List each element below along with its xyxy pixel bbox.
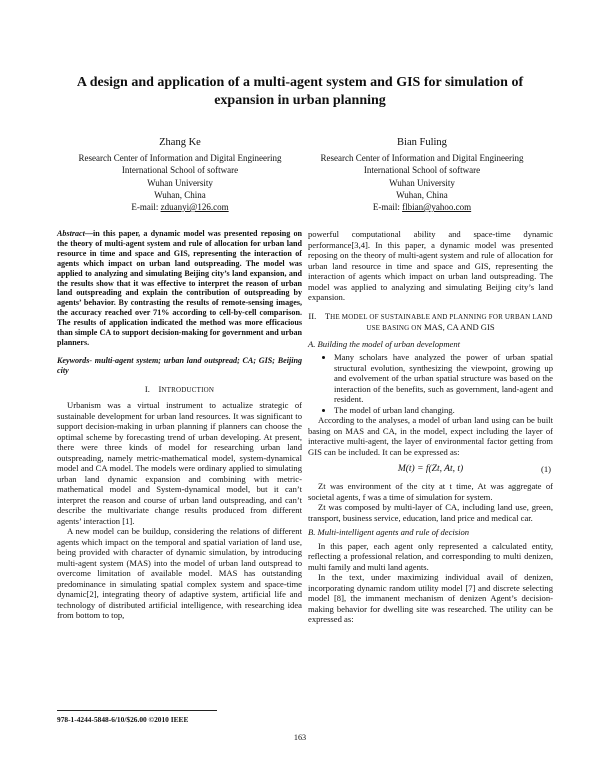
author-email[interactable]: zduanyi@126.com [160, 202, 229, 213]
author-block-2 [287, 137, 557, 213]
paragraph: Urbanism was a virtual instrument to actualize strategic of sustainable development for urban land resources. It was significant to support decision-making in urban planning if planners can choose the optimal scheme by forecasting trend of urban developing. At present, there were three kinds of model for researching urban land outspreading, namely metric-mathematical model, system-dynamical model and CA model. The models were ordinary applied to simulating urban land dynamic expansion and combining with metric-mathematical model and System-dynamical model, but it can’t interpret the reason and course of urban land outspreading, and can’t describe the multivariate change results produced from different agents’ interaction [1]. [57, 400, 302, 526]
paragraph: According to the analyses, a model of urban land using can be built basing on MAS and CA, in the model, expect including the layer of interactive multi-agent, the layer of environmental factor getting from GIS can be included. It can be expressed as: [308, 415, 553, 457]
author-affiliation: Wuhan, China [396, 189, 448, 200]
paragraph: powerful computational ability and space-time dynamic performance[3,4]. In this paper, a dynamic model was presented reposing on the theory of multi-agent system and rule of allocation for urban land resource in time and space and GIS, representing the interaction of agents which impact on urban land outspreading. The model was applied to analyzing and simulating Beijing city’s land expansion. [308, 229, 553, 302]
author-name: Bian Fuling [397, 137, 447, 148]
author-affiliation: Wuhan, China [154, 189, 206, 200]
keywords: Keywords- multi-agent system; urban land outspread; CA; GIS; Beijing city [57, 355, 302, 375]
paragraph: Zt was composed by multi-layer of CA, including land use, green, transport, business service, education, land price and medical car. [308, 502, 553, 523]
equation-1 [308, 460, 553, 478]
right-column [308, 229, 553, 625]
author-affiliation: Wuhan University [147, 177, 213, 188]
author-affiliation: International School of software [363, 165, 481, 176]
bullet-list [308, 352, 553, 415]
paragraph: Zt was environment of the city at t time, At was aggregate of societal agents, f was a time of simulation for system. [308, 481, 553, 502]
author-email[interactable]: flbian@yahoo.com [402, 202, 472, 213]
subsection-heading-a: A. Building the model of urban development [308, 338, 461, 349]
paragraph: A new model can be buildup, considering the relations of different agents which impact on the temporal and spatial variation of land use, being provided with character of dynamic simulation, by introducing multi-agent system (MAS) into the model of urban land outspread to overcome limitation of available model. MAS has outstanding predominance in simulating spatial complex system and space-time dynamic[2], integrating theory of adaptive system, artificial life and technology of distributed artificial intelligence, with researching idea from bottom to top, [57, 526, 302, 621]
paragraph: In this paper, each agent only represented a calculated entity, reflecting a professional relation, and corresponding to multi denizen, multi family and multi land agents. [308, 540, 553, 572]
copyright-footnote: 978-1-4244-5848-6/10/$26.00 ©2010 IEEE [57, 710, 217, 724]
left-column [57, 229, 302, 621]
abstract-label: Abstract— [57, 229, 93, 238]
author-affiliation: Wuhan University [389, 177, 455, 188]
subsection-heading-b: B. Multi-intelligent agents and rule of decision [308, 527, 470, 537]
author-block-1 [45, 137, 315, 213]
equation-number: (1) [540, 464, 551, 474]
section-heading-model: II. THE MODEL OF SUSTAINABLE AND PLANNING FOR URBAN LAND USE BASING ON MAS, CA AND GIS [308, 310, 553, 332]
author-affiliation: Research Center of Information and Digital Engineering [78, 153, 282, 164]
equation-expression: M(t) = f(Zt, At, t) [397, 464, 464, 474]
section-heading-introduction: I. INTRODUCTION [144, 383, 215, 394]
paper-title: A design and application of a multi-agent system and GIS for simulation of expansion in urban planning [76, 75, 524, 108]
author-affiliation: Research Center of Information and Digital Engineering [320, 153, 524, 164]
page-number: 163 [293, 733, 307, 742]
abstract [57, 229, 302, 348]
list-item: • The model of urban land changing. [334, 405, 553, 416]
list-item: • Many scholars have analyzed the power of urban spatial structural evolution, synthesizing the viewpoint, growing up and evolvement of the urban spatial structure was based on the interaction of the benefits, such as government, land-agent and resident. [334, 352, 553, 405]
paragraph: In the text, under maximizing individual avail of denizen, incorporating dynamic random utility model [7] and discrete selecting model [8], the immanent mechanism of denizen Agent’s decision-making behavior for dwelling site was researched. The utility can be expressed as: [308, 572, 553, 624]
author-email-line: E-mail: flbian@yahoo.com [372, 202, 472, 213]
author-affiliation: International School of software [121, 165, 239, 176]
author-email-line: E-mail: zduanyi@126.com [131, 202, 229, 213]
author-name: Zhang Ke [159, 137, 201, 148]
abstract-text: in this paper, a dynamic model was presented reposing on the theory of multi-agent system and rule of allocation for urban land resource in time and space and GIS, representing the interaction of agents which impact on urban land outspreading. The model was applied to analyzing and simulating Beijing city’s land expansion, and the results show that it was effective to interpret the reason of urban land outspreading and explain the contribution of outspreading by agents’ behavior. By contrasting the results of remote-sensing images, the accuracy reached over 71% according to cell-by-cell comparison. The results of application indicated the method was more efficacious than simple CA to support decision-making for government and urban planners. [57, 229, 302, 347]
